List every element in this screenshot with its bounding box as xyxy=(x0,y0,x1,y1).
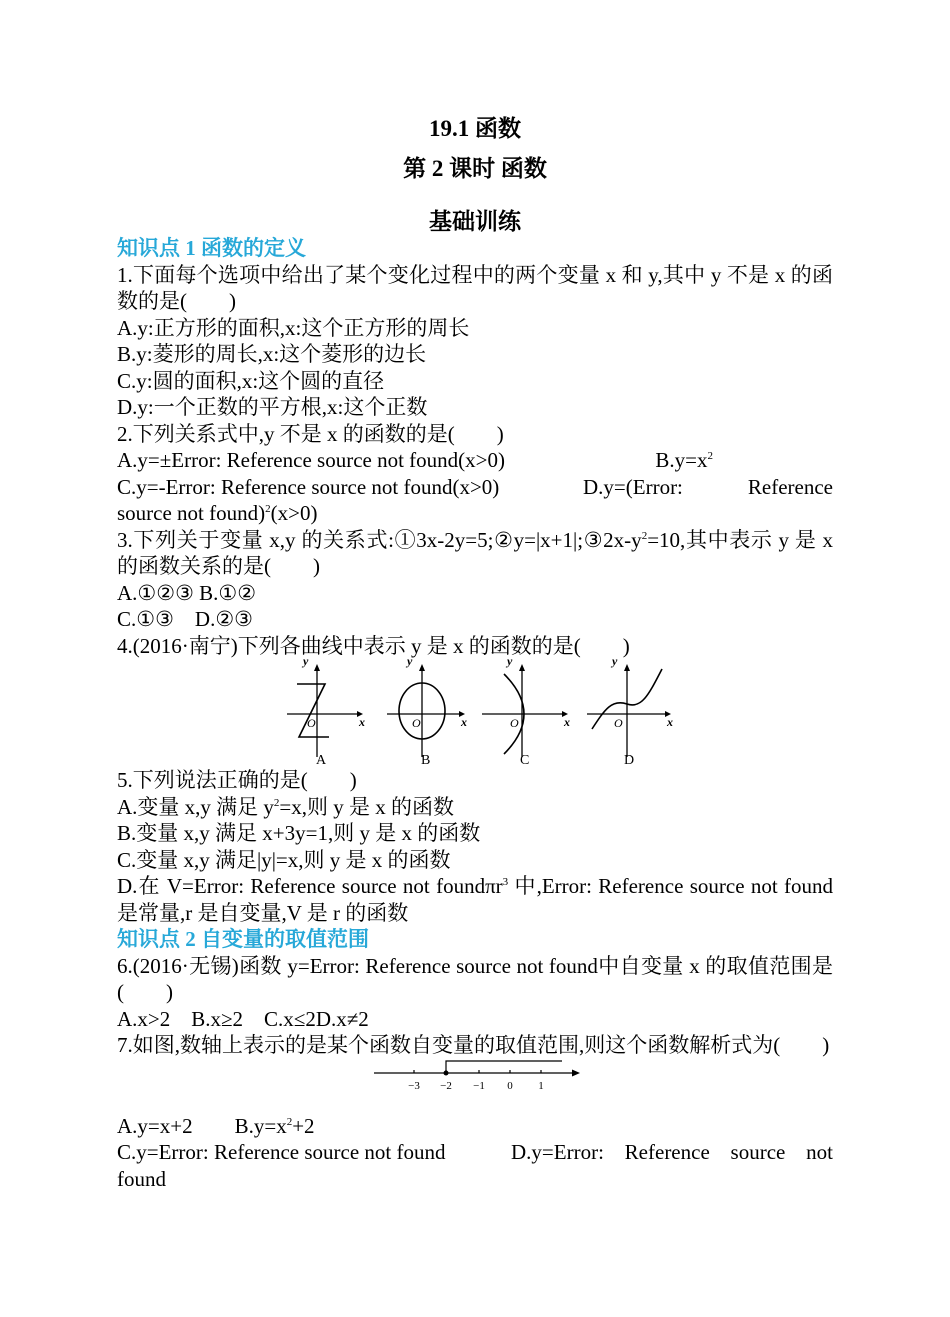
q7-number-line xyxy=(372,1059,833,1113)
graph-a xyxy=(287,659,365,767)
graph-d xyxy=(587,659,673,767)
q6-options: A.x>2 B.x≥2 C.x≤2D.x≠2 xyxy=(117,1006,369,1031)
graph-b xyxy=(387,659,467,767)
q2-option-c: C.y=-Error: Reference source not found(x>0) xyxy=(117,474,500,499)
q1-option-a: A.y:正方形的面积,x:这个正方形的周长 xyxy=(117,315,470,340)
lesson-title: 第 2 课时 函数 xyxy=(403,156,547,181)
tick-label: −1 xyxy=(473,1079,485,1092)
q4-stem: 4.(2016·南宁)下列各曲线中表示 y 是 x 的函数的是( ) xyxy=(117,633,630,658)
q7-option-d-cont: found xyxy=(117,1166,166,1191)
tick-label: 1 xyxy=(538,1079,544,1092)
tick-label: 0 xyxy=(507,1079,513,1092)
q5-option-b: B.变量 x,y 满足 x+3y=1,则 y 是 x 的函数 xyxy=(117,821,481,845)
q1-stem: 1.下面每个选项中给出了某个变化过程中的两个变量 x 和 y,其中 y 不是 x 的函数的是( ) xyxy=(117,262,833,313)
q3-options-cd: C.①③ D.②③ xyxy=(117,607,253,631)
graph-d-label: D xyxy=(624,753,635,767)
knowledge-point-2: 知识点 2 自变量的取值范围 xyxy=(117,927,369,951)
svg-text:x: x xyxy=(359,715,365,729)
q5-option-a: A.变量 x,y 满足 $y^2=x$,则 y 是 x 的函数 xyxy=(117,794,455,819)
q2-stem: 2.下列关系式中,y 不是 x 的函数的是( ) xyxy=(117,421,504,446)
svg-text:y: y xyxy=(612,659,618,668)
number-line-figure xyxy=(372,1059,587,1113)
q5-option-c: C.变量 x,y 满足|y|=x,则 y 是 x 的函数 xyxy=(117,847,451,872)
knowledge-point-1: 知识点 1 函数的定义 xyxy=(117,236,306,260)
q3-stem: 3.下列关于变量 x,y 的关系式$:①3x-2y=5;②y=|x+1|;③2x-y^2=10$,其中表示 y 是 x 的函数关系的是( ) xyxy=(117,527,833,578)
q7-option-c: C.y=Error: Reference source not found xyxy=(117,1140,446,1164)
graph-b-label: B xyxy=(421,753,431,767)
q7-options-ab xyxy=(117,1113,833,1140)
q2-option-d-cont: source not found)$^2$(x>0) xyxy=(117,501,318,525)
q3-options-ab: A.①②③ B.①② xyxy=(117,580,257,605)
worksheet xyxy=(117,110,833,1192)
svg-text:x: x xyxy=(667,715,673,729)
svg-text:y: y xyxy=(303,659,309,668)
graph-c-label: C xyxy=(520,753,530,767)
q4-graphs-figure xyxy=(287,659,787,767)
q7-option-d-start: D.y=Error: Reference source not xyxy=(511,1140,833,1164)
q7-option-a: A.y=x+2 xyxy=(117,1113,193,1138)
svg-text:x: x xyxy=(461,715,467,729)
q7-option-b: $B.y=x^2+2$ xyxy=(234,1113,315,1138)
q1-option-c: C.y:圆的面积,x:这个圆的直径 xyxy=(117,368,385,393)
q4-graphs xyxy=(287,659,833,767)
svg-text:x: x xyxy=(564,715,570,729)
q2-options-ab xyxy=(117,447,833,474)
graph-c xyxy=(482,659,570,767)
section-title: 基础训练 xyxy=(429,209,521,234)
tick-label: −3 xyxy=(408,1079,420,1092)
q2-option-b: $B.y=x^2$ xyxy=(655,448,713,472)
q1-option-d: D.y:一个正数的平方根,x:这个正数 xyxy=(117,395,428,419)
q7-options-cd xyxy=(117,1139,833,1166)
svg-text:y: y xyxy=(407,659,413,668)
svg-text:y: y xyxy=(507,659,513,668)
q7-stem: 7.如图,数轴上表示的是某个函数自变量的取值范围,则这个函数解析式为( ) xyxy=(117,1033,830,1057)
q1-option-b: B.y:菱形的周长,x:这个菱形的边长 xyxy=(117,342,427,366)
q5-stem: 5.下列说法正确的是( ) xyxy=(117,768,357,792)
q2-option-a: A.y=±Error: Reference source not found(x>0) xyxy=(117,448,505,472)
tick-label: −2 xyxy=(440,1079,452,1092)
q6-stem: 6.(2016·无锡)函数 y=Error: Reference source not found中自变量 x 的取值范围是( ) xyxy=(117,953,833,1004)
svg-text:O: O xyxy=(510,716,519,730)
svg-text:O: O xyxy=(614,716,623,730)
svg-text:O: O xyxy=(307,716,316,730)
q2-options-cd xyxy=(117,474,833,501)
svg-text:O: O xyxy=(412,716,421,730)
q2-option-d: D.y=(Error: Reference xyxy=(583,474,833,499)
page-title: 19.1 函数 xyxy=(429,116,521,141)
graph-a-label: A xyxy=(316,753,327,767)
q5-option-d: D.在 V=Error: Reference source not foundπr$^3$ 中,Error: Reference source not found 是常量,r 是自变量,V 是 r 的函数 xyxy=(117,874,833,925)
